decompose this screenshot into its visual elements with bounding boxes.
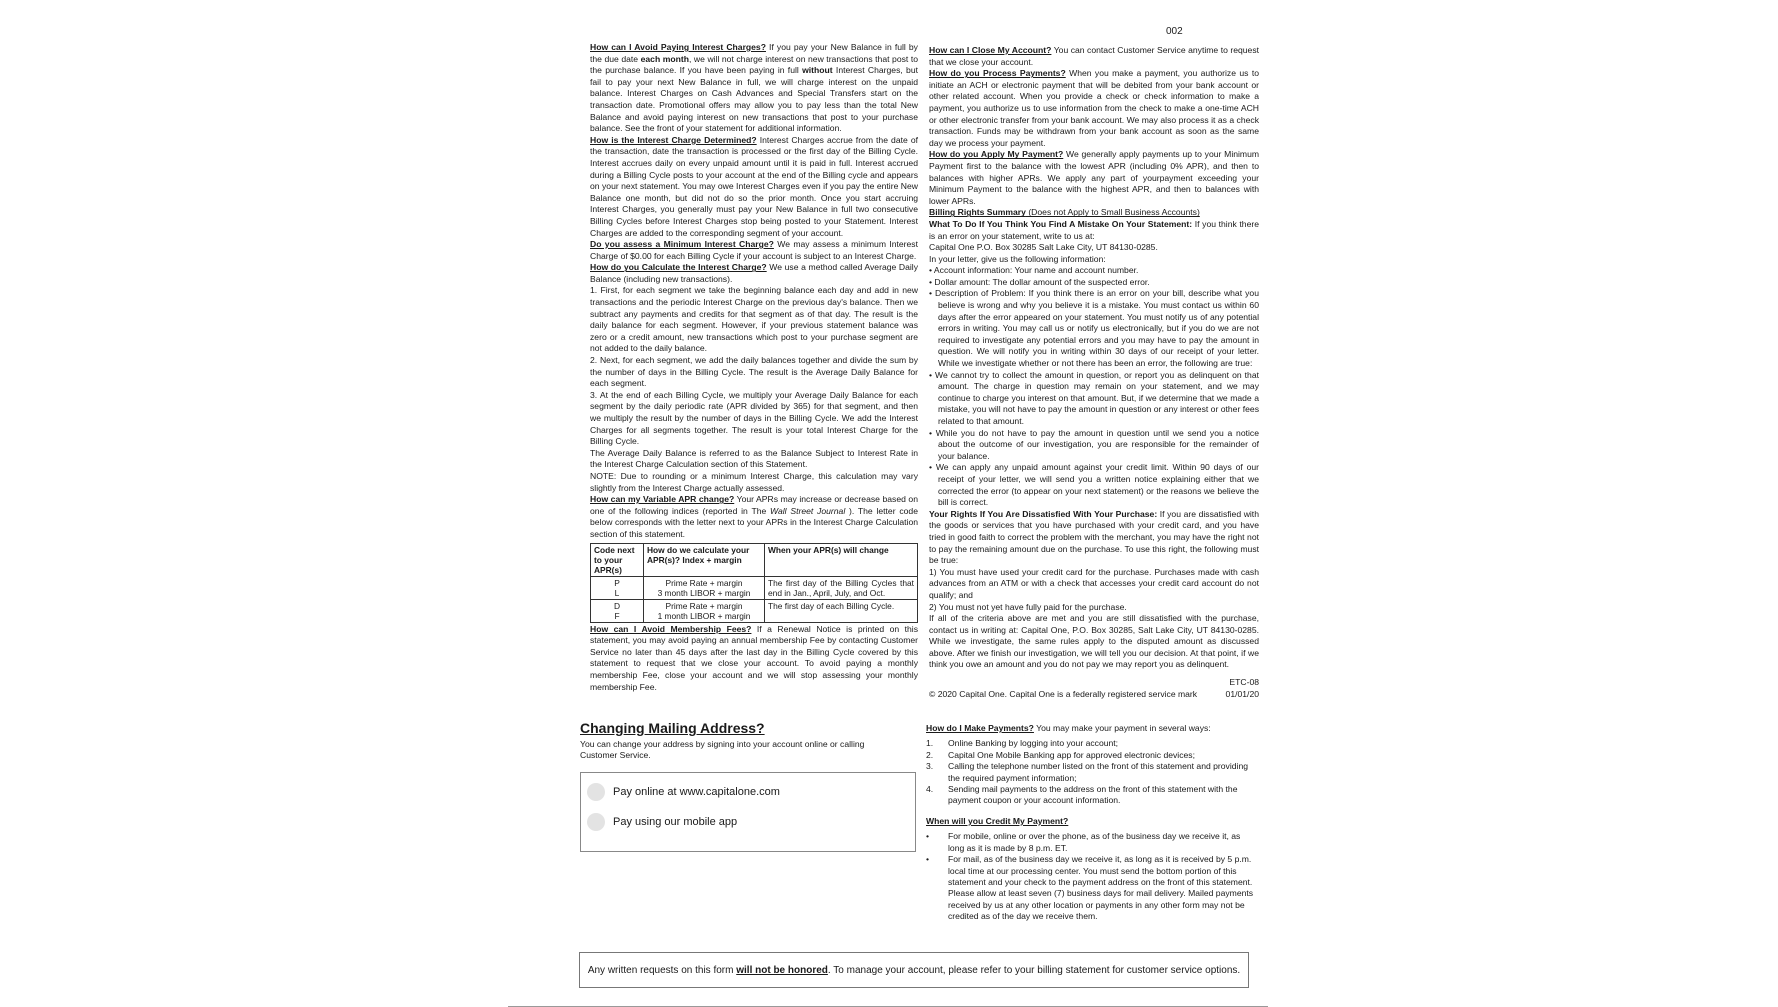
billing-rights-title: Billing Rights Summary <box>929 207 1026 218</box>
variable-italic: Wall Street Journal <box>770 505 846 516</box>
avoid-interest-text-3: Interest Charges, but fail to pay your next New Balance in full, we will charge interest on the unpaid balance. Interest Charges on Cash Advances and Special Transfers start on the transaction date. Promotional offers may allow you to pay less than the total New Balance and avoid paying interest on new transactions that post to your purchase balance. See the front of your statement for additional information. <box>590 65 918 134</box>
avoid-interest-text-1: If you pay your New Balance in full by the due date <box>590 42 918 64</box>
notice-box <box>579 952 1249 988</box>
bullet-icon: • <box>926 854 930 865</box>
notice-pre: Any written requests on this form <box>587 964 737 976</box>
determined-text: Interest Charges accrue from the date of the transaction, date the transaction is processed or the first day of the Billing Cycle. Interest accrues daily on every unpaid amount until it is paid in full. Interest accrued during a Billing Cycle posts to your account at the end of the Billing cycle and appears on your next statement. You may owe Interest Charges even if you pay the entire New Balance one month, but did not do so the prior month. Once you start accruing Interest Charges, you generally must pay your New Balance in full two consecutive Billing Cycles before Interest Charges stop being posted to your Statement. Interest Charges are added to the corresponding segment of your account. <box>590 134 918 238</box>
list-number: 3. <box>926 761 934 772</box>
list-item <box>926 784 1256 807</box>
minimum-section <box>590 239 918 262</box>
credit-heading: When will you Credit My Payment? <box>926 816 1069 826</box>
list-item <box>926 750 1256 761</box>
form-code <box>1226 677 1259 700</box>
radio-circle-icon[interactable] <box>587 783 605 801</box>
avoid-interest-text-2: , we will not charge interest on new transactions that post to the purchase balance. If you have been paying in full <box>590 53 918 76</box>
list-item: 2) You must not yet have fully paid for the purchase. <box>929 601 1127 612</box>
list-number: 2. <box>926 749 934 760</box>
membership-text: If a Renewal Notice is printed on this statement, you may avoid paying an annual membership Fee by contacting Customer Service no later than 45 days after the last day in the Billing Cycle covered by this statement to request that we close your account. To avoid paying a monthly membership Fee, close your account and we will stop assessing your monthly membership Fee. <box>590 623 919 692</box>
make-payments-intro: You may make your payment in several ways: <box>1033 723 1211 733</box>
close-text: You can contact Customer Service anytime to request that we close your account. <box>929 45 1260 67</box>
list-number: 1. <box>926 738 934 749</box>
calc-step-2: 2. Next, for each segment, we add the daily balances together and divide the sum by the number of days in the Billing Cycle. The result is the Average Daily Balance for each segment. <box>590 355 918 389</box>
list-item <box>926 854 1256 922</box>
pay-mobile-option[interactable] <box>587 813 737 831</box>
avoid-interest-bold-1: each month <box>640 53 689 64</box>
list-item: • While you do not have to pay the amount in question until we send you a notice about the outcome of our investigation, you are responsible for the remainder of your balance. <box>929 427 1259 461</box>
list-item: • Account information: Your name and account number. <box>929 265 1139 276</box>
mistake-heading: What To Do If You Think You Find A Mistake On Your Statement: <box>929 218 1193 229</box>
right-column <box>929 45 1259 700</box>
dissatisfied-heading: Your Rights If You Are Dissatisfied With Your Purchase: <box>929 508 1158 519</box>
process-heading: How do you Process Payments? <box>929 68 1066 79</box>
page-number: 002 <box>1166 26 1183 37</box>
avoid-interest-bold-2: without <box>802 65 833 76</box>
membership-section <box>590 624 918 694</box>
mistake-text: If you think there is an error on your statement, write to us at: <box>929 218 1259 241</box>
close-section <box>929 45 1259 68</box>
calc-note: NOTE: Due to rounding or a minimum Interest Charge, this calculation may vary slightly from the Interest Charge actually assessed. <box>590 470 918 493</box>
mistake-section <box>929 219 1259 242</box>
list-item <box>926 831 1256 854</box>
payment-options-box <box>580 772 916 852</box>
radio-circle-icon[interactable] <box>587 813 605 831</box>
copyright-text: © 2020 Capital One. Capital One is a federally registered service mark <box>929 688 1198 699</box>
list-text: Sending mail payments to the address on the front of this statement with the payment coupon or your account information. <box>948 784 1238 806</box>
mailing-text: You can change your address by signing into your account online or calling Customer Service. <box>580 739 865 760</box>
variable-heading: How can my Variable APR change? <box>590 494 735 505</box>
mailing-address-text: Capital One P.O. Box 30285 Salt Lake City, UT 84130-0285. <box>929 242 1158 253</box>
dissatisfied-text: If you are dissatisfied with the goods or services that you have purchased with your credit card, and you have tried in good faith to correct the problem with the merchant, you may have the right not to pay the remaining amount due on the purchase. To use this right, the following must be true: <box>929 508 1259 566</box>
process-section <box>929 68 1259 149</box>
avoid-interest-heading: How can I Avoid Paying Interest Charges? <box>590 42 766 52</box>
table-row <box>591 599 918 622</box>
apply-heading: How do you Apply My Payment? <box>929 149 1064 160</box>
calc-text: We use a method called Average Daily Balance (including new transactions). <box>590 262 919 284</box>
form-code-date: 01/01/20 <box>1225 688 1259 699</box>
notice-text <box>588 965 1240 976</box>
apr-col-calc: How do we calculate your APR(s)? Index + margin <box>644 543 765 576</box>
credit-payment-section <box>926 816 1256 923</box>
apr-code-cell: P L <box>591 576 644 599</box>
apr-calc-cell: Prime Rate + margin 1 month LIBOR + margin <box>644 599 765 622</box>
list-item <box>926 738 1256 749</box>
calc-section <box>590 262 918 285</box>
variable-section <box>590 494 918 540</box>
notice-bold: will not be honored <box>736 964 828 976</box>
list-item: 1) You must have used your credit card for the purchase. Purchases made with cash advances from an ATM or with a check that accesses your credit card account do not qualify; and <box>929 566 1259 600</box>
list-item: • Dollar amount: The dollar amount of the suspected error. <box>929 276 1150 287</box>
apr-table <box>590 543 918 623</box>
apr-table-header <box>591 543 918 576</box>
apr-col-when: When your APR(s) will change <box>765 543 918 576</box>
list-text: Calling the telephone number listed on the front of this statement and providing the required payment information; <box>948 761 1249 783</box>
minimum-heading: Do you assess a Minimum Interest Charge? <box>590 239 774 250</box>
minimum-text: We may assess a minimum Interest Charge of $0.00 for each Billing Cycle if your account is subject to an Interest Charge. <box>590 239 918 261</box>
determined-section <box>590 135 918 239</box>
left-column <box>590 42 918 693</box>
list-text: For mobile, online or over the phone, as of the business day we receive it, as long as it is made by 8 p.m. ET. <box>948 831 1241 853</box>
calc-step-3: 3. At the end of each Billing Cycle, we multiply your Average Daily Balance for each segment by the daily periodic rate (APR divided by 365) for that segment, and then we multiply the result by the number of days in the Billing Cycle. We add the Interest Charges for all segments together. The result is your total Interest Charge for the Billing Cycle. <box>590 389 918 447</box>
make-payments-heading: How do I Make Payments? <box>926 723 1034 733</box>
bullet-icon: • <box>926 831 930 842</box>
apr-col-code: Code next to your APR(s) <box>591 543 644 576</box>
apply-text: We generally apply payments up to your Minimum Payment first to the balance with the lowest APR (including 0% APR), and then to balances with higher APRs. We apply any part of yourpayment exceeding your Minimum Payment to the balance with the highest APR, and then to balances with lower APRs. <box>929 149 1260 206</box>
make-payments-section <box>926 723 1256 807</box>
close-heading: How can I Close My Account? <box>929 45 1052 55</box>
form-code-id: ETC-08 <box>1229 677 1259 688</box>
pay-online-option[interactable] <box>587 783 780 801</box>
copyright-row <box>929 677 1259 700</box>
billing-rights-heading <box>929 207 1259 219</box>
apr-when-cell: The first day of each Billing Cycle. <box>765 599 918 622</box>
list-text: For mail, as of the business day we receive it, as long as it is received by 5 p.m. local time at our processing center. You must send the bottom portion of this statement and your check to the payment address on the front of this statement. Please allow at least seven (7) business days for mail delivery. Mailed payments received by us at any other location or payments in any other form may not be credited as of the day we receive them. <box>948 854 1254 922</box>
membership-heading: How can I Avoid Membership Fees? <box>590 623 752 634</box>
list-item <box>926 761 1256 784</box>
list-item: • We cannot try to collect the amount in question, or report you as delinquent on that amount. The charge in question may remain on your statement, and we may continue to charge you interest on that amount. But, if we determine that we made a mistake, you will not have to pay the amount in question or any interest or other fees related to that amount. <box>929 369 1259 426</box>
determined-heading: How is the Interest Charge Determined? <box>590 134 757 145</box>
calc-step-1: 1. First, for each segment we take the beginning balance each day and add in new transactions and the periodic Interest Charge on the previous day's balance. Then we subtract any payments and credits for that segment as of that day. The result is the daily balance for each segment. However, if your previous statement balance was zero or a credit amount, new transactions which post to your purchase segment are not added to the daily balance. <box>590 285 918 354</box>
calc-heading: How do you Calculate the Interest Charge? <box>590 262 767 273</box>
list-item: • Description of Problem: If you think there is an error on your bill, describe what you believe is wrong and why you believe it is a mistake. You must contact us within 60 days after the error appeared on your statement. You must notify us of any potential errors in writing. You may call us or notify us electronically, but if you do we are not required to investigate any potential errors and you may have to pay the amount in question. We will notify you in writing within 30 days of our receipt of your letter. While we investigate whether or not there has been an error, the following are true: <box>929 288 1259 369</box>
calc-step-4: The Average Daily Balance is referred to as the Balance Subject to Interest Rate in the Interest Charge Calculation section of this Statement. <box>590 447 918 470</box>
avoid-interest-section <box>590 42 918 135</box>
process-text: When you make a payment, you authorize us to initiate an ACH or electronic payment that will be debited from your bank account or other related account. When you provide a check or check information to make a payment, you authorize us to use information from the check to make a one-time ACH or other electronic transfer from your bank account. We may also process it as a check transaction. Funds may be withdrawn from your bank account as soon as the same day we process your payment. <box>929 68 1259 148</box>
billing-rights-sub: (Does not Apply to Small Business Accounts) <box>1025 207 1200 218</box>
list-text: Capital One Mobile Banking app for approved electronic devices; <box>948 749 1195 760</box>
list-text: Online Banking by logging into your account; <box>948 738 1119 749</box>
list-item: • We can apply any unpaid amount against your credit limit. Within 90 days of our receipt of your letter, we will send you a written notice explaining either that we corrected the error (to appear on your next statement) or the reasons we believe the bill is correct. <box>929 462 1259 508</box>
variable-text-2: ). The letter code below corresponds with the letter next to your APRs in the Interest Charge Calculation section of this statement. <box>590 505 918 539</box>
table-row <box>591 576 918 599</box>
apply-section <box>929 149 1259 207</box>
letter-intro: In your letter, give us the following information: <box>929 253 1106 264</box>
mailing-title: Changing Mailing Address? <box>580 720 765 736</box>
dissatisfied-section <box>929 509 1259 567</box>
apr-calc-cell: Prime Rate + margin 3 month LIBOR + margin <box>644 576 765 599</box>
notice-post: . To manage your account, please refer to your billing statement for customer service options. <box>827 964 1241 976</box>
variable-text-1: Your APRs may increase or decrease based on one of the following indices (reported in The <box>590 494 918 516</box>
criteria-text: If all of the criteria above are met and you are still dissatisfied with the purchase, contact us in writing at: Capital One, P.O. Box 30285, Salt Lake City, UT 84130-0285. While we investigate, the same rules apply to the disputed amount as discussed above. After we finish our investigation, we will tell you our decision. At that point, if we think you owe an amount and you do not pay we may report you as delinquent. <box>929 613 1259 670</box>
apr-when-cell: The first day of the Billing Cycles that end in Jan., April, July, and Oct. <box>765 576 918 599</box>
pay-online-label: Pay online at www.capitalone.com <box>613 786 780 798</box>
apr-code-cell: D F <box>591 599 644 622</box>
make-payments-heading-row <box>926 723 1256 734</box>
pay-mobile-label: Pay using our mobile app <box>613 816 738 828</box>
list-number: 4. <box>926 784 934 795</box>
